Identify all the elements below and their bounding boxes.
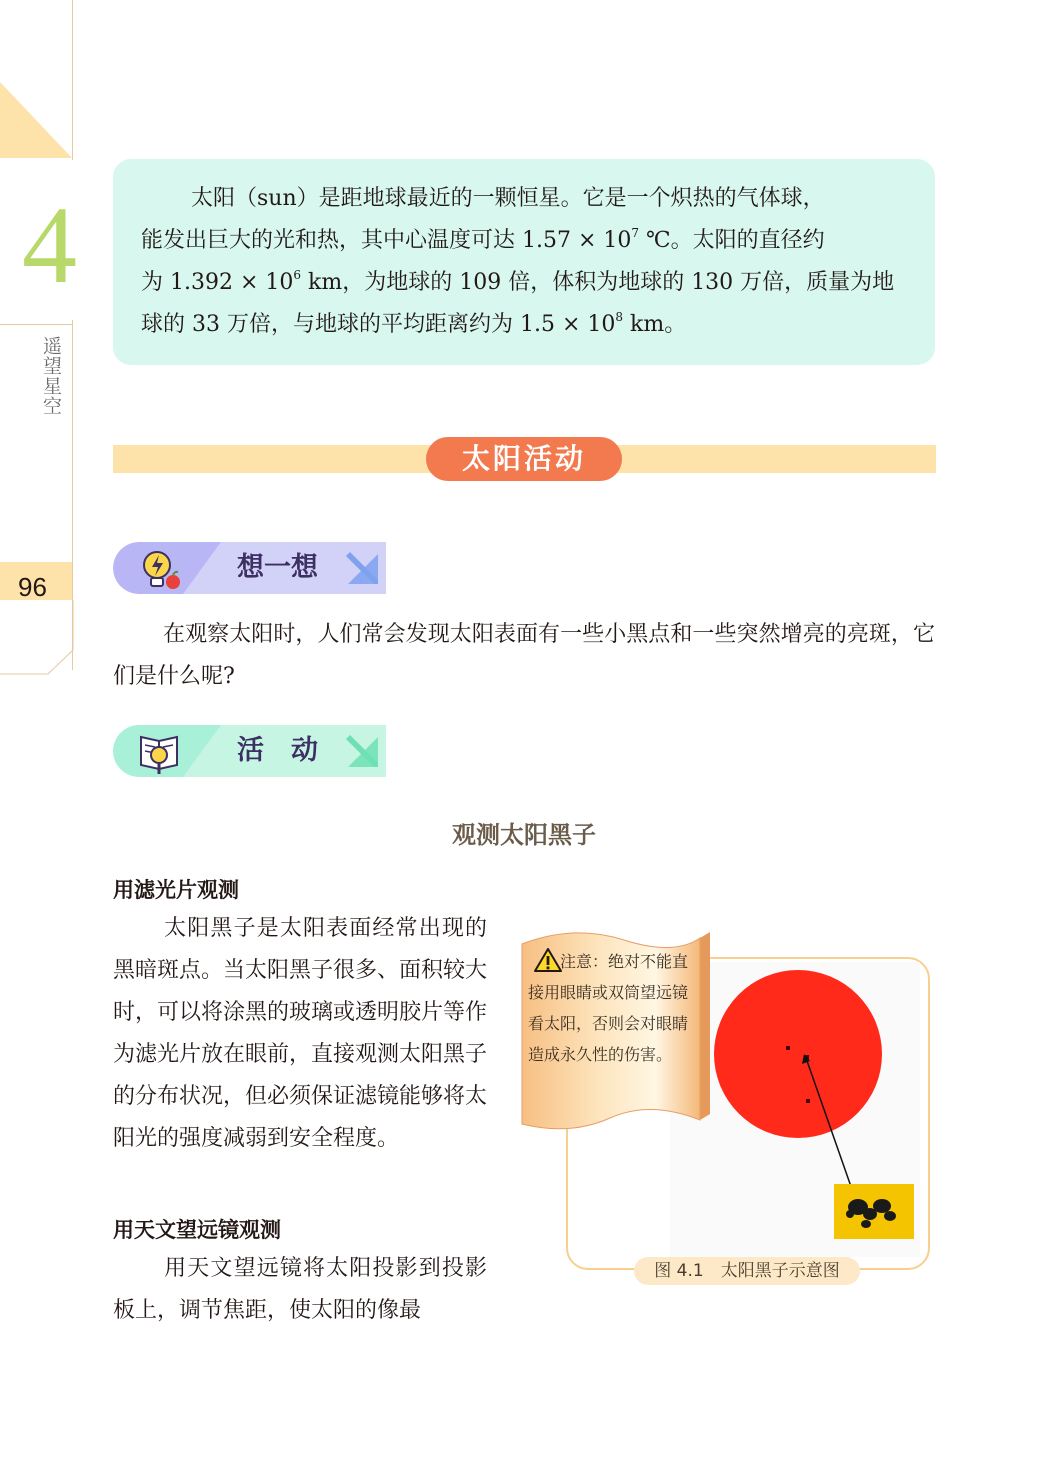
warning-note <box>528 946 698 1070</box>
paragraph-telescope <box>113 1248 487 1332</box>
intro-paragraph <box>141 178 911 346</box>
intro-sup-1: 7 <box>631 226 640 240</box>
subheading-filter: 用滤光片观测 <box>113 878 239 902</box>
intro-line-3a: 为 1.392 × 10 <box>141 270 294 295</box>
intro-line-1: 太阳（sun）是距地球最近的一颗恒星。它是一个炽热的气体球， <box>191 186 825 211</box>
figure-caption: 图 4.1 太阳黑子示意图 <box>634 1257 860 1285</box>
corner-tab-decoration <box>0 82 74 162</box>
sunspot <box>786 1046 790 1050</box>
think-label: 想一想 <box>237 552 318 583</box>
chapter-number: 4 <box>22 184 77 306</box>
arrow-down-right-icon <box>344 733 380 769</box>
warning-note-text: 注意：绝对不能直接用眼睛或双筒望远镜看太阳，否则会对眼睛造成永久性的伤害。 <box>528 952 689 1064</box>
subheading-telescope: 用天文望远镜观测 <box>113 1218 281 1242</box>
activity-label: 活 动 <box>237 735 318 766</box>
paragraph-filter-text: 太阳黑子是太阳表面经常出现的黑暗斑点。当太阳黑子很多、面积较大时，可以将涂黑的玻璃或透明胶片等作为滤光片放在眼前，直接观测太阳黑子的分布状况，但必须保证滤镜能够将太阳光的强度减弱到安全程度。 <box>113 916 488 1151</box>
margin-divider <box>0 324 72 325</box>
intro-line-3b: km，为地球的 109 倍，体积为地球的 130 万倍，质量为地 <box>301 270 895 295</box>
paragraph-telescope-text: 用天文望远镜将太阳投影到投影板上，调节焦距，使太阳的像最 <box>113 1256 487 1323</box>
think-question-text: 在观察太阳时，人们常会发现太阳表面有一些小黑点和一些突然增亮的亮斑，它们是什么呢? <box>113 622 935 689</box>
chapter-title: 遥望星空 <box>40 336 62 416</box>
think-question <box>113 614 935 698</box>
intro-line-2a: 能发出巨大的光和热，其中心温度可达 1.57 × 10 <box>141 228 632 253</box>
sunspot <box>806 1099 810 1103</box>
intro-line-2b: ℃。太阳的直径约 <box>639 228 825 253</box>
arrow-down-right-icon <box>344 550 380 586</box>
intro-line-4b: km。 <box>623 312 687 337</box>
lightbulb-icon <box>137 546 183 592</box>
paragraph-filter <box>113 908 487 1160</box>
book-magnifier-icon <box>137 729 183 775</box>
page-number: 96 <box>18 572 47 602</box>
sun-disk <box>714 970 882 1138</box>
intro-line-4a: 球的 33 万倍，与地球的平均距离约为 1.5 × 10 <box>141 312 616 337</box>
intro-sup-3: 8 <box>615 310 624 324</box>
sunspot-illustration <box>700 962 930 1252</box>
activity-title: 观测太阳黑子 <box>452 821 596 849</box>
think-tag <box>113 542 386 594</box>
activity-tag <box>113 725 386 777</box>
intro-sup-2: 6 <box>293 268 302 282</box>
margin-corner-line <box>0 600 75 680</box>
section-title: 太阳活动 <box>426 437 622 481</box>
